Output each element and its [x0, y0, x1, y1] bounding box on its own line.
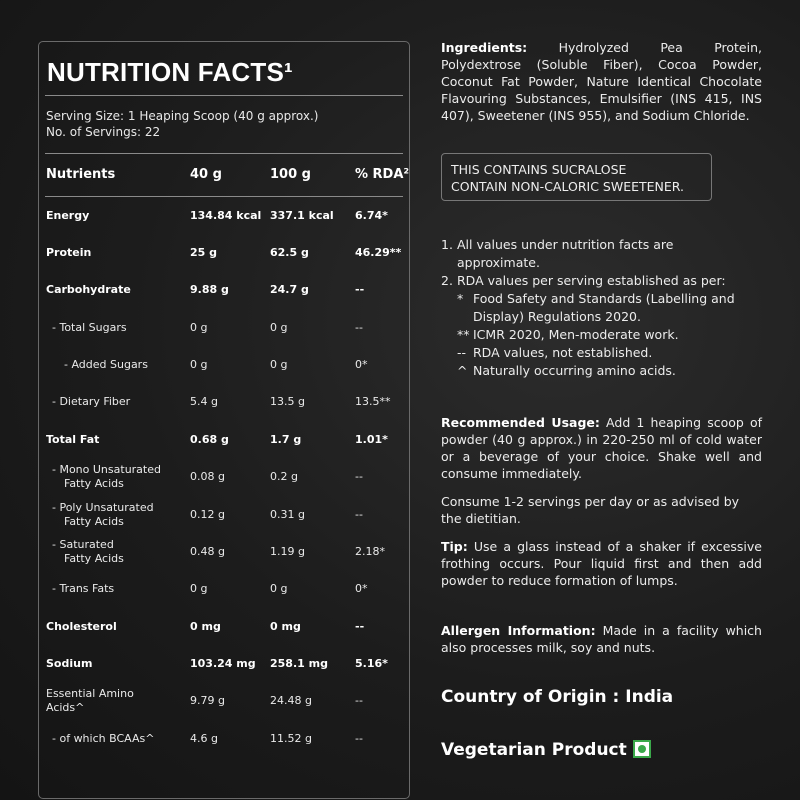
nutrient-name-line2: Fatty Acids	[64, 476, 124, 490]
value-40g: 9.88 g	[190, 282, 229, 296]
footnote-text: RDA values per serving established as per:	[457, 273, 726, 288]
nutrient-name	[46, 682, 191, 719]
value-40g: 0 g	[190, 357, 208, 371]
nutrient-name	[46, 496, 191, 533]
value-rda: 46.29**	[355, 245, 402, 259]
nutrient-name	[46, 458, 191, 495]
table-row	[39, 234, 409, 271]
value-40g: 0 g	[190, 320, 208, 334]
value-rda: 6.74*	[355, 208, 388, 222]
usage-label: Recommended Usage:	[441, 415, 600, 430]
table-row	[39, 608, 409, 645]
table-row	[39, 197, 409, 234]
divider	[45, 153, 403, 154]
header-100g: 100 g	[270, 166, 311, 182]
table-row	[39, 458, 409, 495]
nutrient-name: - Dietary Fiber	[52, 394, 131, 408]
number-of-servings: No. of Servings: 22	[46, 125, 161, 139]
country-of-origin: Country of Origin : India	[441, 687, 674, 707]
table-row	[39, 496, 409, 533]
tip-block	[441, 538, 762, 589]
serving-size: Serving Size: 1 Heaping Scoop (40 g approx.)	[46, 109, 319, 123]
table-row	[39, 383, 409, 420]
nutrient-name-line1: - Poly Unsaturated	[52, 500, 154, 514]
allergen-label: Allergen Information:	[441, 623, 596, 638]
nutrient-name-line1: Essential Amino	[46, 686, 134, 700]
value-40g: 0.68 g	[190, 432, 229, 446]
ingredients-text: Hydrolyzed Pea Protein, Polydextrose (Soluble Fiber), Cocoa Powder, Coconut Fat Powder, Nature Identical Chocolate Flavouring Substances, Emulsifier (INS 415, INS 407), Sweetener (INS 955), and Sodium Chloride.	[441, 40, 762, 123]
nutrient-name: - of which BCAAs^	[52, 731, 155, 745]
footnote-marker: **	[457, 327, 470, 342]
value-rda: 13.5**	[355, 394, 391, 408]
header-rda: % RDA²	[355, 166, 410, 182]
table-row	[39, 682, 409, 719]
table-row	[39, 309, 409, 346]
footnote-marker: 2.	[441, 273, 453, 288]
tip-text: Use a glass instead of a shaker if excessive frothing occurs. Pour liquid first and then add powder to reduce formation of lumps.	[441, 539, 762, 588]
recommended-usage	[441, 414, 762, 482]
veg-mark-icon	[633, 740, 651, 758]
value-rda: --	[355, 731, 363, 745]
nutrient-name: Total Fat	[46, 432, 100, 446]
value-100g: 62.5 g	[270, 245, 309, 259]
value-rda: 0*	[355, 357, 368, 371]
ingredients-label: Ingredients:	[441, 40, 528, 55]
footnote-text: RDA values, not established.	[473, 345, 653, 360]
value-100g: 13.5 g	[270, 394, 305, 408]
nutrient-name: Carbohydrate	[46, 282, 131, 296]
footnote-sub-star	[441, 290, 761, 326]
nutrition-title: NUTRITION FACTS¹	[47, 57, 293, 87]
value-rda: 0*	[355, 581, 368, 595]
value-rda: --	[355, 282, 365, 296]
nutrient-name: Protein	[46, 245, 92, 259]
value-rda: --	[355, 507, 363, 521]
nutrient-name	[46, 533, 191, 570]
value-100g: 0.31 g	[270, 507, 305, 521]
servings-advice: Consume 1-2 servings per day or as advised by the dietitian.	[441, 494, 740, 526]
footnote-marker: *	[457, 291, 464, 306]
table-row	[39, 720, 409, 757]
footnote-1	[441, 236, 691, 272]
nutrition-facts-panel	[38, 41, 410, 799]
tip-label: Tip:	[441, 539, 468, 554]
ingredients-block	[441, 39, 762, 124]
nutrient-name-line1: - Saturated	[52, 537, 114, 551]
footnote-sub-caret	[441, 362, 771, 380]
value-rda: 1.01*	[355, 432, 388, 446]
nutrient-name: - Total Sugars	[52, 320, 127, 334]
table-row	[39, 271, 409, 308]
footnote-marker: --	[457, 345, 467, 360]
vegetarian-label: Vegetarian Product	[441, 740, 627, 760]
value-rda: --	[355, 469, 363, 483]
vegetarian-product	[441, 740, 651, 760]
value-100g: 0.2 g	[270, 469, 298, 483]
value-40g: 25 g	[190, 245, 218, 259]
value-40g: 5.4 g	[190, 394, 218, 408]
value-rda: --	[355, 693, 363, 707]
value-40g: 103.24 mg	[190, 656, 256, 670]
footnote-2	[441, 272, 771, 290]
value-40g: 0.12 g	[190, 507, 225, 521]
footnote-marker: ^	[457, 363, 468, 378]
value-100g: 337.1 kcal	[270, 208, 334, 222]
value-rda: 2.18*	[355, 544, 385, 558]
value-40g: 0.48 g	[190, 544, 225, 558]
value-40g: 0 mg	[190, 619, 221, 633]
value-100g: 11.52 g	[270, 731, 312, 745]
value-rda: 5.16*	[355, 656, 388, 670]
table-row	[39, 533, 409, 570]
value-100g: 24.7 g	[270, 282, 309, 296]
nutrient-name: - Trans Fats	[52, 581, 115, 595]
value-40g: 0.08 g	[190, 469, 225, 483]
footnote-sub-dash	[441, 344, 771, 362]
header-40g: 40 g	[190, 166, 222, 182]
value-100g: 24.48 g	[270, 693, 312, 707]
nutrient-name-line2: Acids^	[46, 700, 85, 714]
footnote-text: Food Safety and Standards (Labelling and Display) Regulations 2020.	[473, 291, 735, 324]
value-100g: 1.7 g	[270, 432, 302, 446]
footnote-marker: 1.	[441, 237, 453, 252]
value-100g: 0 mg	[270, 619, 301, 633]
table-row	[39, 570, 409, 607]
value-100g: 0 g	[270, 320, 288, 334]
value-40g: 134.84 kcal	[190, 208, 262, 222]
footnotes	[441, 236, 771, 380]
table-row	[39, 421, 409, 458]
table-row	[39, 645, 409, 682]
divider	[45, 95, 403, 96]
header-nutrients: Nutrients	[46, 166, 116, 182]
nutrient-name-line2: Fatty Acids	[64, 514, 124, 528]
value-rda: --	[355, 619, 365, 633]
table-row	[39, 346, 409, 383]
value-100g: 0 g	[270, 357, 288, 371]
footnote-sub-double-star	[441, 326, 771, 344]
value-rda: --	[355, 320, 363, 334]
nutrient-name: Sodium	[46, 656, 93, 670]
nutrient-name-line1: - Mono Unsaturated	[52, 462, 161, 476]
notice-line1: THIS CONTAINS SUCRALOSE	[451, 162, 627, 177]
nutrient-name: - Added Sugars	[64, 357, 148, 371]
allergen-text: Made in a facility which also processes milk, soy and nuts.	[441, 623, 762, 655]
nutrient-name: Energy	[46, 208, 90, 222]
table-header-row	[39, 156, 409, 193]
footnote-text: ICMR 2020, Men-moderate work.	[473, 327, 679, 342]
nutrient-name: Cholesterol	[46, 619, 117, 633]
value-100g: 0 g	[270, 581, 288, 595]
nutrient-name-line2: Fatty Acids	[64, 551, 124, 565]
value-100g: 258.1 mg	[270, 656, 328, 670]
footnote-text: Naturally occurring amino acids.	[473, 363, 676, 378]
allergen-block	[441, 622, 762, 656]
footnote-text: All values under nutrition facts are approximate.	[457, 237, 674, 270]
usage-text: Add 1 heaping scoop of powder (40 g approx.) in 220-250 ml of cold water or a beverage of your choice. Shake well and consume immediately.	[441, 415, 763, 481]
value-100g: 1.19 g	[270, 544, 305, 558]
value-40g: 0 g	[190, 581, 208, 595]
notice-line2: CONTAIN NON-CALORIC SWEETENER.	[451, 179, 684, 194]
value-40g: 9.79 g	[190, 693, 225, 707]
sweetener-notice	[441, 153, 712, 201]
value-40g: 4.6 g	[190, 731, 218, 745]
